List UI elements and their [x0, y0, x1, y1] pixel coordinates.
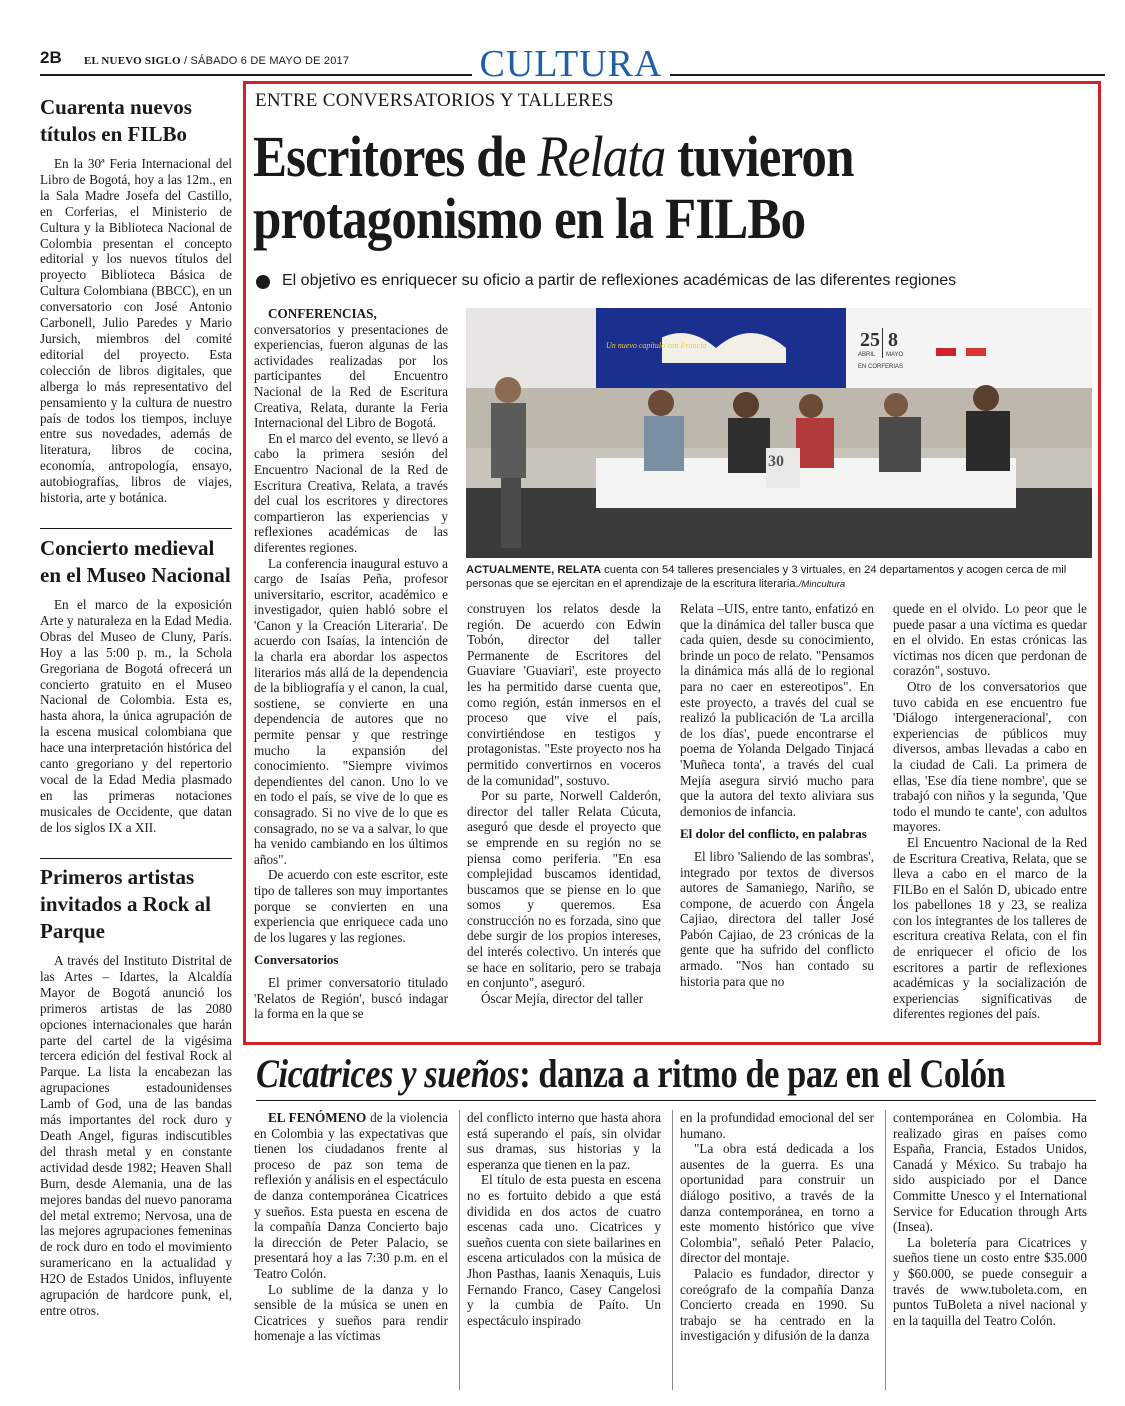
- section-subhead: Conversatorios: [254, 952, 339, 968]
- sidebar-brief-2: [40, 535, 232, 836]
- paragraph: "La obra está dedicada a los ausentes de la guerra. Es una oportunidad para construir un diálogo positivo, a través de la danza contemporánea, en torno a este momento histórico que vive Colombia", señaló Peter Palacio, director del montaje.: [680, 1141, 874, 1266]
- caption-lead: ACTUALMENTE, RELATA: [466, 564, 602, 576]
- paragraph: La conferencia inaugural estuvo a cargo de Isaías Peña, profesor universitario, escritor, académico e investigador, quien habló sobre el 'Canon y la Creación Literaria'. De acuerdo con Isaías, la intención de la charla era abordar los aspectos literarios más allá de la dependencia de la bibliografía y el canon, la cual, sostiene, se convierte en una dependencia de autores que no permite pensar y que restringe mucho la expansión del conocimiento. "Siempre vivimos dependientes del canon. Uno lo ve en todo el país, se vive de lo que es consagrado. Si no vive de lo que es consagrado, no se va a salvar, lo que ha venido cambiando en los últimos años".: [254, 555, 448, 867]
- article-column-3: [680, 601, 874, 989]
- article-column-1: [254, 306, 448, 1022]
- headline-line-1: [253, 126, 992, 188]
- event-photo: [466, 308, 1092, 558]
- table-label: 30: [768, 453, 784, 470]
- banner-date-a-sub: ABRIL: [858, 352, 876, 358]
- brief-body: En el marco de la exposición Arte y naturaleza en la Edad Media. Obras del Museo de Cluny, París. Hoy a las 5:00 p. m., la Schola Gregoriana de Bogotá ofrecerá un concierto gratuito en el Museo Nacional de Colombia. Esta es, hasta ahora, la única agrupación de la escena musical colombiana que hace una interpretación histórica del canto gregoriano y del repertorio vocal de la Edad Media plasmado en las primeras notaciones musicales de Occidente, que datan de los siglos IX a XII.: [40, 597, 232, 835]
- headline-part: tuvieron: [665, 124, 854, 189]
- second-article-headline: [256, 1050, 1005, 1098]
- paragraph: La boletería para Cicatrices y sueños tiene un costo entre $35.000 y $60.000, se puede conseguir a través de www.tuboleta.com, en puntos TuBoleta a nivel nacional y en la taquilla del Teatro Colón.: [893, 1234, 1087, 1328]
- brief-body: En la 30ª Feria Internacional del Libro de Bogotá, hoy a las 12m., en la Sala Madre Josefa del Castillo, en Corferias, el Ministerio de Cultura y la Biblioteca Nacional de Colombia presentan el concepto editorial y los nuevos títulos del proyecto Biblioteca Básica de Cultura Colombiana (BBCC), en un conversatorio con José Antonio Carbonell, Julio Paredes y Mario Jursich, miembros del comité editorial del proyecto. Esta colección de libros digitales, que alberga lo más representativo del pensamiento y la cultura de nuestro país de todos los tiempos, incluye entre sus novedades, además de literatura, libros de cocina, economía, antropología, ensayo, autobiografías, libros de viajes, historia, arte y botánica.: [40, 156, 232, 506]
- paragraph: El libro 'Saliendo de las sombras', integrado por textos de diversos autores de Samaniego, Nariño, se compone, de acuerdo con Ángela Cajiao, directora del taller José Pabón Cajiao, de 23 crónicas de la gente que ha sufrido del conflicto armado. "Nos han contado su historia para que no: [680, 848, 874, 989]
- banner-date-a: 25: [860, 329, 880, 351]
- paragraph: en la profundidad emocional del ser humano.: [680, 1110, 874, 1141]
- issue-date: / SÁBADO 6 DE MAYO DE 2017: [180, 55, 350, 67]
- sidebar-brief-3: [40, 864, 232, 1319]
- column-rule: [885, 1110, 886, 1390]
- sidebar-brief-1: [40, 94, 232, 506]
- event-photo-illustration: [466, 308, 1092, 558]
- second-column-3: [680, 1110, 874, 1344]
- paragraph: Palacio es fundador, director y coreógrafo de la compañía Danza Concierto creada en 1990. Su trabajo se ha centrado en la investigación y difusión de la danza: [680, 1265, 874, 1344]
- lead-in: EL FENÓMENO: [268, 1110, 367, 1125]
- banner-date-b: 8: [888, 329, 898, 351]
- page-number: 2B: [40, 48, 62, 67]
- photo-credit: /Mincultura: [798, 579, 846, 590]
- article-column-2: [467, 601, 661, 1006]
- headline-italic: Relata: [537, 124, 666, 189]
- paragraph: El primer conversatorio titulado 'Relatos de Región', buscó indagar la forma en la que se: [254, 974, 448, 1022]
- brief-title: Concierto medieval en el Museo Nacional: [40, 536, 231, 587]
- banner-text: Un nuevo capítulo con Francia: [606, 341, 707, 350]
- photo-caption: [466, 563, 1092, 592]
- paragraph: Lo sublime de la danza y lo sensible de la música se unen en Cicatrices y sueños para rendir homenaje a las víctimas: [254, 1281, 448, 1344]
- brief-title: Primeros artistas invitados a Rock al Parque: [40, 865, 211, 943]
- headline-part: Escritores de: [253, 124, 538, 189]
- paragraph: En el marco del evento, se llevó a cabo la primera sesión del Encuentro Nacional de la Red de Escritura Creativa, Relata, a través del cual los escritores y directores compartieron las experiencias y reflexiones académicas de las diferentes regiones.: [254, 430, 448, 555]
- column-rule: [672, 1110, 673, 1390]
- paragraph: Óscar Mejía, director del taller: [481, 990, 644, 1006]
- paragraph: conversatorios y presentaciones de experiencias, fueron algunas de las actividades realizadas por los participantes del Encuentro Nacional de la Red de Escritura Creativa, Relata, durante la Feria Internacional del Libro de Bogotá.: [254, 321, 448, 431]
- paragraph: El Encuentro Nacional de la Red de Escritura Creativa, Relata, que se lleva a cabo en el marco de la FILBo en el Salón D, ubicado entre los pabellones 18 y 23, se realiza con los integrantes de los talleres de escritura creativa Relata, con el fin de enriquecer el oficio de los escritores a partir de reflexiones académicas y la socialización de experiencias significativas de diferentes regiones del país.: [893, 834, 1087, 1022]
- article-headline: [253, 126, 992, 250]
- article-subhead: El objetivo es enriquecer su oficio a partir de reflexiones académicas de las diferentes regiones: [282, 272, 957, 289]
- paragraph: contemporánea en Colombia. Ha realizado giras en países como España, Francia, Estados Unidos, Canadá y México. Su trabajo ha sido auspiciado por el Dance Committe Unesco y el International Service for Education through Arts (Insea).: [893, 1110, 1087, 1235]
- brief-divider: [40, 858, 232, 859]
- paragraph: Otro de los conversatorios que tuvo cabida en ese encuentro fue 'Diálogo intergeneracional', con experiencias de públicos muy diversos, ambas llevadas a cabo en la ciudad de Cali. La primera de ellas, 'Ese día tiene nombre', que se trabajó con niños y la segunda, 'Que todo el mundo te cante', con adultos mayores.: [893, 678, 1087, 835]
- column-rule: [459, 1110, 460, 1390]
- second-column-2: [467, 1110, 661, 1328]
- lead-in: CONFERENCIAS,: [268, 306, 377, 321]
- paragraph: de la violencia en Colombia y las expectativas que tienen los ciudadanos frente al proceso de paz son tema de reflexión y análisis en el espectáculo de danza contemporánea Cicatrices y sueños. Esta puesta en escena de la compañía Danza Concierto bajo la dirección de Peter Palacio, se presentará hoy a las 7:30 p.m. en el Teatro Colón.: [254, 1110, 449, 1281]
- paragraph: construyen los relatos desde la región. De acuerdo con Edwin Tobón, director del taller Permanente de Escritores del Guaviare 'Guaviari', este proyecto les ha permitido darse cuenta que, como región, están inmersos en el proceso que vive el país, convirtiéndose en testigos y protagonistas. "Este proyecto nos ha permitido convertirnos en voceros de la comunidad", sostuvo.: [467, 601, 661, 788]
- headline-part: : danza a ritmo de paz en el Colón: [519, 1051, 1006, 1096]
- banner-venue: EN CORFERIAS: [858, 364, 904, 370]
- article-column-4: [893, 601, 1087, 1022]
- article-kicker: ENTRE CONVERSATORIOS Y TALLERES: [255, 90, 614, 111]
- brief-body: A través del Instituto Distrital de las Artes – Idartes, la Alcaldía Mayor de Bogotá anunció los primeros artistas de las 2080 opciones internacionales que harán parte del cartel de la vigésima tercera edición del festival Rock al Parque. La lista la encabezan las agrupaciones estadounidenses Lamb of God, una de las bandas más importantes del rock duro y Death Angel, figuras indiscutibles del thrash metal y en constante actividad desde 1982; Heaven Shall Burn, desde Alemania, una de las mejores bandas del nuevo panorama del metal extremo; Nervosa, una de las mejores agrupaciones femeninas de rock duro en todo el movimiento suramericano en la actualidad y H2O de Estados Unidos, influyente agrupación de hardcore punk, el, entre otros.: [40, 953, 232, 1318]
- headline-line-2: protagonismo en la FILBo: [253, 186, 806, 251]
- paper-name: EL NUEVO SIGLO: [84, 55, 181, 67]
- section-subhead: El dolor del conflicto, en palabras: [680, 826, 867, 842]
- paragraph: quede en el olvido. Lo peor que le puede pasar a una víctima es quedar en el olvido. En estas crónicas las víctimas nos dicen que perdonan de corazón", sostuvo.: [893, 601, 1087, 679]
- second-column-4: [893, 1110, 1087, 1328]
- paragraph: del conflicto interno que hasta ahora está superando el país, sin olvidar sus dramas, sus historias y la esperanza que tienen en la paz.: [467, 1110, 661, 1172]
- publication-line: [84, 55, 349, 67]
- headline-rule: [256, 1100, 1096, 1101]
- paragraph: Por su parte, Norwell Calderón, director del taller Relata Cúcuta, aseguró que desde el proyecto que se emprende en su región no se piensa como periferia. "En esa complejidad buscamos identidad, buscamos que se piense en lo que somos y queremos. Esa construcción no es forzada, sino que debe surgir de los propios intereses, del interés colectivo. Un interés que se hace en solitario, pero se trabaja en conjunto", aseguró.: [467, 788, 661, 991]
- paragraph: De acuerdo con este escritor, este tipo de talleres son muy importantes porque se convierten en una experiencia que enriquece cada uno de los lugares y las regiones.: [254, 867, 448, 945]
- bullet-icon: [256, 275, 270, 289]
- caption-text: cuenta con 54 talleres presenciales y 3 virtuales, en 24 departamentos y acogen cerca de mil personas que se ejercitan en el aprendizaje de la escritura literaria.: [466, 564, 1067, 590]
- paragraph: El título de esta puesta en escena no es fortuito debido a que está dividida en dos actos de cuatro escenas cada uno. Cicatrices y sueños cuenta con siete bailarines en escena articulados con la música de Jhon Pasthas, Iaanis Xenaquis, Luis Fernando Franco, Casey Cangelosi y la cumbia de Paíto. Un espectáculo inspirado: [467, 1172, 661, 1328]
- section-title: CULTURA: [472, 44, 670, 84]
- brief-title: Cuarenta nuevos títulos en FILBo: [40, 95, 192, 146]
- paragraph: Relata –UIS, entre tanto, enfatizó en que la dinámica del taller busca que cada quien, desde su conocimiento, brinde un poco de relato. "Pensamos la dinámica más allá de lo regional para no caer en estereotipos". En este proyecto, a través del cual se realizó la publicación de 'La arcilla de los días', puede encontrarse el poema de Yolanda Delgado Tinjacá 'Muñeca tonta', a través del cual Mejía asegura sirvió mucho para que la autora del texto aliviara sus demonios de infancia.: [680, 601, 874, 819]
- headline-italic: Cicatrices y sueños: [256, 1051, 520, 1096]
- second-column-1: [254, 1110, 448, 1344]
- banner-date-b-sub: MAYO: [886, 352, 904, 358]
- brief-divider: [40, 528, 232, 529]
